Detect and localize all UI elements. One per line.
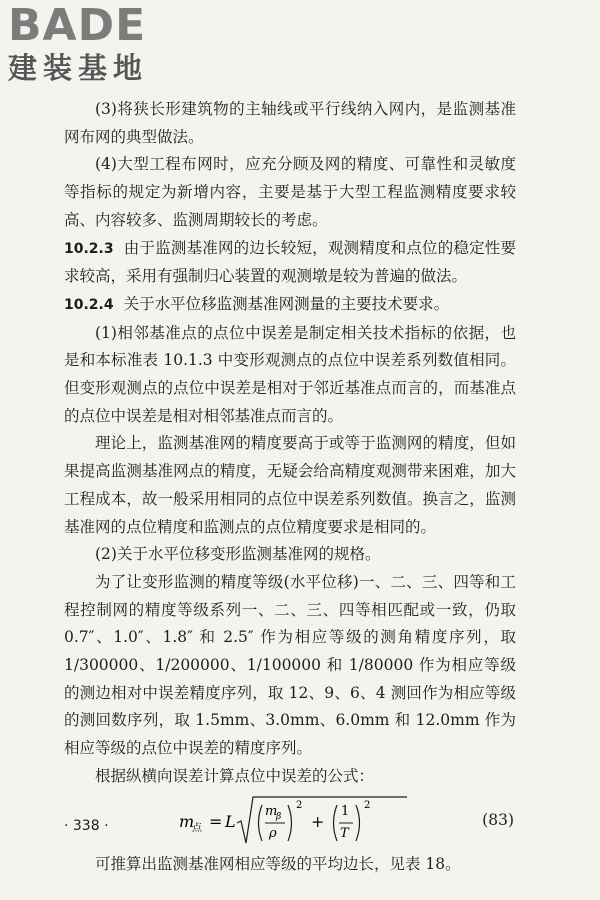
logo-text-en: BADE [8, 0, 147, 51]
section-number: 10.2.4 [64, 296, 114, 313]
right-paren-2 [356, 805, 360, 841]
formula-83 [64, 793, 516, 849]
site-logo [8, 2, 178, 84]
formula-T: T [340, 825, 349, 841]
formula-exp-2: 2 [364, 799, 371, 811]
paragraph-theory: 理论上，监测基准网的精度要高于或等于监测网的精度，但如果提高监测基准网点的精度，无疑会给高精度观测带来困难，加大工程成本，故一般采用相同的点位中误差系列数值。换言之，监测基准网的点位精度和监测点的点位精度要求是相同的。 [64, 434, 516, 536]
formula-L: L [225, 811, 236, 831]
paragraph-formula-intro: 根据纵横向误差计算点位中误差的公式： [95, 766, 375, 785]
paragraph-closing: 可推算出监测基准网相应等级的平均边长，见表 18。 [95, 854, 461, 873]
formula-m-beta: m [265, 803, 278, 819]
page-number: · 338 · [64, 818, 109, 834]
section-text: 由于监测基准网的边长较短，观测精度和点位的稳定性要求较高，采用有强制归心装置的观测墩是较为普遍的做法。 [64, 238, 516, 286]
paragraph-precision-series: 为了让变形监测的精度等级(水平位移)一、二、三、四等和工程控制网的精度等级系列一、二、三、四等相匹配或一致，仍取 0.7″、1.0″、1.8″ 和 2.5″ 作为相应等级的测角精度序列，取 1/300000、1/200000、1/100000 和 1/80000 作为相应等级的测边相对中误差精度序列，取 12、9、6、4 测回作为相应等级的测回数序列，取 1.5mm、3.0mm、6.0mm 和 12.0mm 作为相应等级的点位中误差的精度序列。 [64, 572, 516, 758]
section-text: 关于水平位移监测基准网测量的主要技术要求。 [123, 294, 450, 313]
section-number: 10.2.3 [64, 240, 114, 257]
paragraph-spec-heading: (2)关于水平位移变形监测基准网的规格。 [95, 545, 381, 564]
formula-equals: = [209, 811, 223, 831]
formula-graphic [179, 793, 409, 849]
formula-one: 1 [341, 803, 350, 819]
formula-exp-1: 2 [296, 799, 303, 811]
formula-rho: ρ [269, 825, 277, 841]
right-paren-1 [288, 805, 292, 841]
formula-plus: + [311, 811, 325, 831]
section-10-2-4 [64, 291, 516, 320]
left-paren-1 [259, 805, 263, 841]
formula-lhs: m [179, 811, 195, 831]
formula-lhs-sub: 点 [192, 822, 202, 834]
left-paren-2 [334, 805, 338, 841]
formula-beta-sub: β [276, 811, 282, 822]
paragraph-main-axis: (3)将狭长形建筑物的主轴线或平行线纳入网内，是监测基准网布网的典型做法。 [64, 100, 516, 146]
paragraph-point-error: (1)相邻基准点的点位中误差是制定相关技术指标的依据，也是和本标准表 10.1.3 中变形观测点的点位中误差系列数值相同。但变形观测点的点位中误差是相对于邻近基准点而言的，而基准点的点位中误差是相对相邻基准点而言的。 [64, 323, 516, 425]
logo-text-cn: 建装基地 [8, 51, 149, 85]
section-10-2-3 [64, 235, 516, 291]
equation-number: (83) [482, 810, 514, 829]
paragraph-large-project: (4)大型工程布网时，应充分顾及网的精度、可靠性和灵敏度等指标的规定为新增内容，主要是基于大型工程监测精度要求较高、内容较多、监测周期较长的考虑。 [64, 155, 516, 229]
page-body [64, 96, 516, 878]
